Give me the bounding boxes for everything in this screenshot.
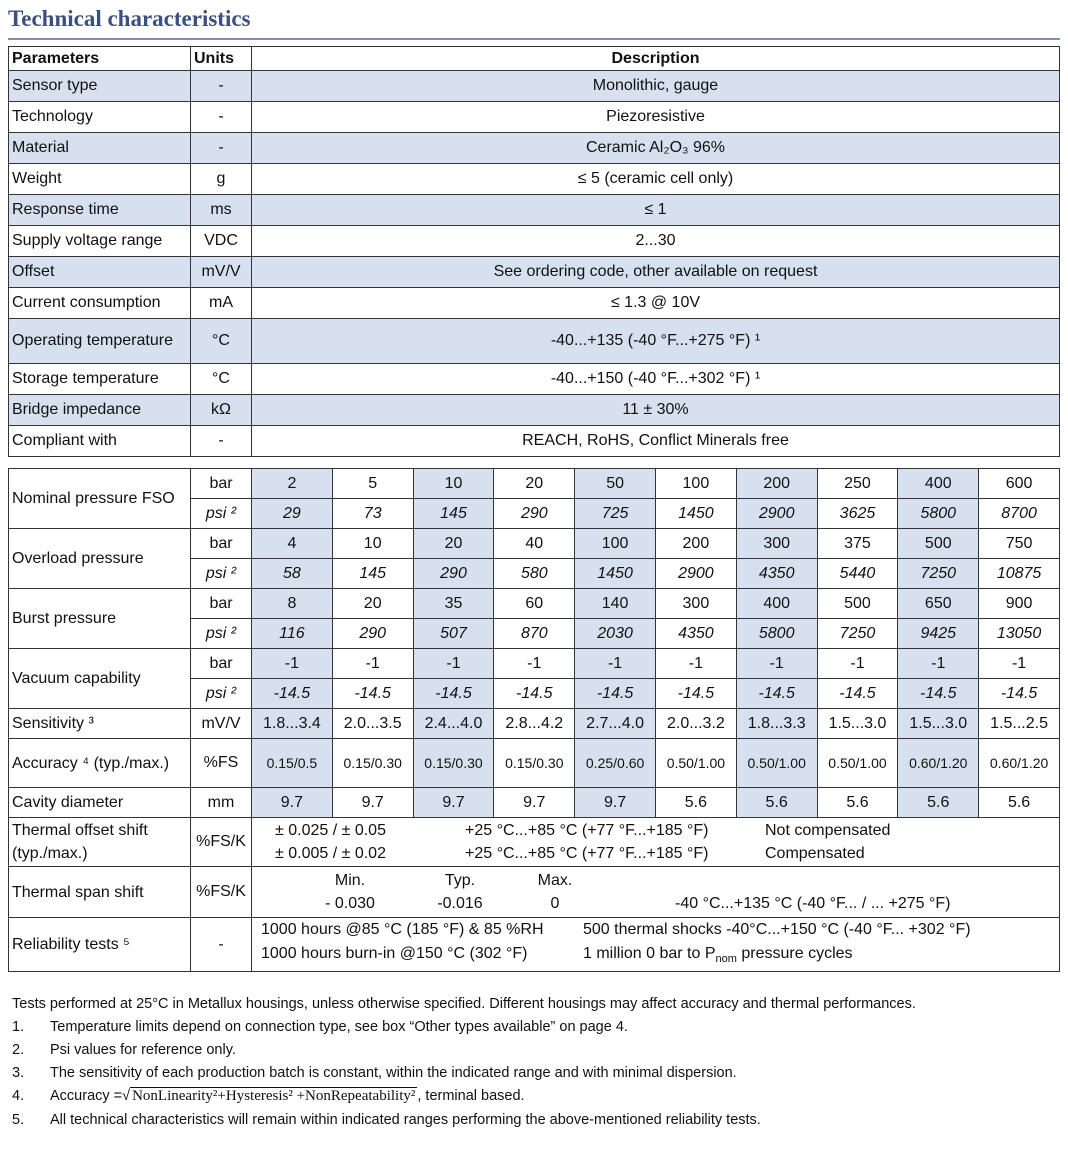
psi-value-cell: 58 — [252, 559, 333, 589]
bar-value-cell: 300 — [736, 529, 817, 559]
bar-unit-cell: bar — [191, 529, 252, 559]
header-description: Description — [252, 47, 1060, 71]
psi-value-cell: -14.5 — [575, 679, 656, 709]
bar-value-cell: 500 — [898, 529, 979, 559]
unit-cell: mV/V — [191, 257, 252, 288]
accuracy-value-cell: 0.15/0.5 — [252, 739, 333, 788]
psi-value-cell: 580 — [494, 559, 575, 589]
psi-value-cell: 7250 — [817, 619, 898, 649]
psi-value-cell: 4350 — [736, 559, 817, 589]
psi-value-cell: -14.5 — [655, 679, 736, 709]
psi-value-cell: 507 — [413, 619, 494, 649]
table-row — [9, 788, 1060, 818]
bar-value-cell: 8 — [252, 589, 333, 619]
footnotes — [12, 996, 1062, 1135]
param-cell: Sensor type — [9, 71, 191, 102]
psi-value-cell: 2900 — [736, 499, 817, 529]
reliability-label: Reliability tests ⁵ — [9, 918, 191, 972]
bar-value-cell: -1 — [252, 649, 333, 679]
reliability-test-3: 1000 hours burn-in @150 °C (302 °F) — [261, 945, 528, 962]
pressure-range-table — [8, 468, 1060, 972]
span-max-value: 0 — [550, 895, 560, 912]
span-max-label: Max. — [537, 872, 573, 889]
cavity-value-cell: 9.7 — [413, 788, 494, 818]
bar-value-cell: 10 — [332, 529, 413, 559]
bar-value-cell: -1 — [332, 649, 413, 679]
unit-cell: - — [191, 102, 252, 133]
footnote-4: 4. Accuracy =√ NonLinearity²+Hysteresis² +NonRepeatability² , terminal based. — [12, 1088, 525, 1104]
cavity-value-cell: 5.6 — [817, 788, 898, 818]
bar-value-cell: 200 — [655, 529, 736, 559]
sensitivity-value-cell: 1.5...3.0 — [817, 709, 898, 739]
accuracy-value-cell: 0.50/1.00 — [655, 739, 736, 788]
table-row — [9, 469, 1060, 499]
span-typ-label: Typ. — [444, 872, 476, 889]
psi-value-cell: 290 — [494, 499, 575, 529]
sensitivity-value-cell: 1.5...2.5 — [979, 709, 1060, 739]
cavity-value-cell: 9.7 — [575, 788, 656, 818]
bar-value-cell: -1 — [655, 649, 736, 679]
sensitivity-value-cell: 1.8...3.3 — [736, 709, 817, 739]
unit-cell: VDC — [191, 226, 252, 257]
psi-value-cell: 29 — [252, 499, 333, 529]
psi-value-cell: 2900 — [655, 559, 736, 589]
cavity-label: Cavity diameter — [9, 788, 191, 818]
footnote-3: 3. The sensitivity of each production batch is constant, within the indicated range and with minimal dispersion. — [12, 1065, 737, 1081]
table-row — [9, 529, 1060, 559]
psi-value-cell: 2030 — [575, 619, 656, 649]
psi-value-cell: -14.5 — [252, 679, 333, 709]
cavity-value-cell: 9.7 — [332, 788, 413, 818]
cavity-value-cell: 5.6 — [898, 788, 979, 818]
param-cell: Operating temperature — [9, 319, 191, 364]
description-cell: REACH, RoHS, Conflict Minerals free — [252, 426, 1060, 457]
sensitivity-value-cell: 2.7...4.0 — [575, 709, 656, 739]
unit-cell: %FS — [191, 739, 252, 788]
psi-value-cell: 10875 — [979, 559, 1060, 589]
burst-label: Burst pressure — [9, 589, 191, 649]
psi-unit-cell: psi ² — [191, 679, 252, 709]
notes-intro: Tests performed at 25°C in Metallux housings, unless otherwise specified. Different housings may affect accuracy and thermal performances. — [12, 996, 916, 1012]
description-cell: -40...+150 (-40 °F...+302 °F) ¹ — [252, 364, 1060, 395]
psi-value-cell: 3625 — [817, 499, 898, 529]
reliability-test-4: 1 million 0 bar to $P_{nom}$ pressure cycles — [583, 945, 853, 966]
psi-value-cell: -14.5 — [979, 679, 1060, 709]
unit-cell: ms — [191, 195, 252, 226]
psi-value-cell: 5800 — [898, 499, 979, 529]
psi-unit-cell: psi ² — [191, 559, 252, 589]
param-cell: Weight — [9, 164, 191, 195]
bar-value-cell: 20 — [413, 529, 494, 559]
psi-value-cell: -14.5 — [736, 679, 817, 709]
psi-value-cell: 73 — [332, 499, 413, 529]
table-row — [9, 589, 1060, 619]
table-row — [9, 818, 1060, 867]
sqrt-symbol: √ — [122, 1088, 131, 1104]
accuracy-value-cell: 0.15/0.30 — [494, 739, 575, 788]
reliability-test-1: 1000 hours @85 °C (185 °F) & 85 %RH — [261, 921, 544, 938]
cavity-value-cell: 5.6 — [979, 788, 1060, 818]
bar-value-cell: 375 — [817, 529, 898, 559]
unit-cell: mm — [191, 788, 252, 818]
cavity-value-cell: 5.6 — [736, 788, 817, 818]
psi-value-cell: 870 — [494, 619, 575, 649]
bar-value-cell: 35 — [413, 589, 494, 619]
sensitivity-value-cell: 2.0...3.5 — [332, 709, 413, 739]
psi-value-cell: -14.5 — [817, 679, 898, 709]
reliability-test-2: 500 thermal shocks -40°C...+150 °C (-40 °F... +302 °F) — [583, 921, 971, 938]
offset-range-1: +25 °C...+85 °C (+77 °F...+185 °F) — [465, 822, 709, 839]
bar-value-cell: 750 — [979, 529, 1060, 559]
bar-value-cell: 400 — [736, 589, 817, 619]
psi-value-cell: 8700 — [979, 499, 1060, 529]
table-row — [9, 71, 1060, 102]
psi-value-cell: 5440 — [817, 559, 898, 589]
param-cell: Supply voltage range — [9, 226, 191, 257]
cavity-value-cell: 9.7 — [494, 788, 575, 818]
unit-cell: %FS/K — [191, 867, 252, 918]
psi-unit-cell: psi ² — [191, 619, 252, 649]
bar-value-cell: 400 — [898, 469, 979, 499]
accuracy-value-cell: 0.15/0.30 — [413, 739, 494, 788]
bar-value-cell: 200 — [736, 469, 817, 499]
table-row — [9, 226, 1060, 257]
description-cell: ≤ 5 (ceramic cell only) — [252, 164, 1060, 195]
unit-cell: kΩ — [191, 395, 252, 426]
footnote-5: 5. All technical characteristics will remain within indicated ranges performing the above-mentioned reliability tests. — [12, 1112, 761, 1128]
description-cell: Piezoresistive — [252, 102, 1060, 133]
header-parameters: Parameters — [9, 47, 191, 71]
bar-value-cell: 50 — [575, 469, 656, 499]
description-cell: ≤ 1 — [252, 195, 1060, 226]
table-row — [9, 319, 1060, 364]
bar-value-cell: 4 — [252, 529, 333, 559]
param-cell: Material — [9, 133, 191, 164]
unit-cell: mV/V — [191, 709, 252, 739]
bar-value-cell: -1 — [979, 649, 1060, 679]
sensitivity-label: Sensitivity ³ — [9, 709, 191, 739]
param-cell: Offset — [9, 257, 191, 288]
table-row — [9, 164, 1060, 195]
accuracy-value-cell: 0.50/1.00 — [736, 739, 817, 788]
title-divider — [8, 38, 1060, 40]
psi-value-cell: 145 — [413, 499, 494, 529]
description-cell: 11 ± 30% — [252, 395, 1060, 426]
psi-value-cell: 290 — [413, 559, 494, 589]
table-row — [9, 395, 1060, 426]
bar-value-cell: 600 — [979, 469, 1060, 499]
footnote-1: 1. Temperature limits depend on connection type, see box “Other types available” on page 4. — [12, 1019, 628, 1035]
table-row — [9, 426, 1060, 457]
bar-unit-cell: bar — [191, 469, 252, 499]
offset-range-2: +25 °C...+85 °C (+77 °F...+185 °F) — [465, 845, 709, 862]
psi-value-cell: 1450 — [655, 499, 736, 529]
offset-value-2: ± 0.005 / ± 0.02 — [275, 845, 386, 862]
psi-value-cell: 5800 — [736, 619, 817, 649]
table-row — [9, 364, 1060, 395]
description-cell: See ordering code, other available on request — [252, 257, 1060, 288]
bar-value-cell: -1 — [898, 649, 979, 679]
psi-value-cell: 9425 — [898, 619, 979, 649]
unit-cell: g — [191, 164, 252, 195]
psi-value-cell: -14.5 — [332, 679, 413, 709]
bar-value-cell: 140 — [575, 589, 656, 619]
bar-value-cell: 500 — [817, 589, 898, 619]
thermal-offset-values — [252, 818, 1060, 867]
span-typ-value: -0.016 — [437, 895, 483, 912]
reliability-values — [252, 918, 1060, 972]
nominal-label: Nominal pressure FSO — [9, 469, 191, 529]
description-cell: 2...30 — [252, 226, 1060, 257]
cavity-value-cell: 5.6 — [655, 788, 736, 818]
psi-value-cell: -14.5 — [413, 679, 494, 709]
bar-value-cell: 2 — [252, 469, 333, 499]
offset-value-1: ± 0.025 / ± 0.05 — [275, 822, 386, 839]
table-row — [9, 195, 1060, 226]
bar-value-cell: 250 — [817, 469, 898, 499]
offset-note-1: Not compensated — [765, 822, 891, 839]
table-row — [9, 867, 1060, 918]
description-cell: Monolithic, gauge — [252, 71, 1060, 102]
psi-value-cell: 7250 — [898, 559, 979, 589]
bar-value-cell: 900 — [979, 589, 1060, 619]
table-row — [9, 102, 1060, 133]
psi-value-cell: 4350 — [655, 619, 736, 649]
footnote-2: 2. Psi values for reference only. — [12, 1042, 236, 1058]
bar-value-cell: 20 — [494, 469, 575, 499]
vacuum-label: Vacuum capability — [9, 649, 191, 709]
bar-value-cell: 100 — [575, 529, 656, 559]
sensitivity-value-cell: 1.5...3.0 — [898, 709, 979, 739]
sensitivity-value-cell: 1.8...3.4 — [252, 709, 333, 739]
unit-cell: - — [191, 133, 252, 164]
thermal-span-values — [252, 867, 1060, 918]
sensitivity-value-cell: 2.0...3.2 — [655, 709, 736, 739]
bar-value-cell: 100 — [655, 469, 736, 499]
table-row — [9, 133, 1060, 164]
bar-value-cell: 300 — [655, 589, 736, 619]
accuracy-value-cell: 0.25/0.60 — [575, 739, 656, 788]
description-cell: ≤ 1.3 @ 10V — [252, 288, 1060, 319]
unit-cell: mA — [191, 288, 252, 319]
psi-value-cell: 725 — [575, 499, 656, 529]
bar-value-cell: 5 — [332, 469, 413, 499]
unit-cell: °C — [191, 364, 252, 395]
span-min-label: Min. — [334, 872, 366, 889]
table-row — [9, 739, 1060, 788]
param-cell: Current consumption — [9, 288, 191, 319]
description-cell: Ceramic Al₂O₃ 96% — [252, 133, 1060, 164]
param-cell: Storage temperature — [9, 364, 191, 395]
bar-unit-cell: bar — [191, 649, 252, 679]
span-min-value: - 0.030 — [325, 895, 375, 912]
accuracy-value-cell: 0.50/1.00 — [817, 739, 898, 788]
psi-value-cell: 290 — [332, 619, 413, 649]
bar-value-cell: -1 — [413, 649, 494, 679]
bar-value-cell: 20 — [332, 589, 413, 619]
psi-value-cell: -14.5 — [494, 679, 575, 709]
psi-value-cell: 13050 — [979, 619, 1060, 649]
unit-cell: - — [191, 426, 252, 457]
span-range: -40 °C...+135 °C (-40 °F... / ... +275 °F) — [675, 895, 951, 912]
bar-value-cell: -1 — [494, 649, 575, 679]
cavity-value-cell: 9.7 — [252, 788, 333, 818]
accuracy-value-cell: 0.60/1.20 — [979, 739, 1060, 788]
bar-unit-cell: bar — [191, 589, 252, 619]
unit-cell: %FS/K — [191, 818, 252, 867]
accuracy-value-cell: 0.15/0.30 — [332, 739, 413, 788]
param-cell: Technology — [9, 102, 191, 133]
bar-value-cell: 10 — [413, 469, 494, 499]
bar-value-cell: 650 — [898, 589, 979, 619]
param-cell: Bridge impedance — [9, 395, 191, 426]
table-row — [9, 918, 1060, 972]
general-characteristics-table — [8, 46, 1060, 457]
psi-value-cell: 145 — [332, 559, 413, 589]
psi-unit-cell: psi ² — [191, 499, 252, 529]
offset-note-2: Compensated — [765, 845, 865, 862]
unit-cell: °C — [191, 319, 252, 364]
accuracy-label: Accuracy ⁴ (typ./max.) — [9, 739, 191, 788]
table-row — [9, 257, 1060, 288]
psi-value-cell: 1450 — [575, 559, 656, 589]
sensitivity-value-cell: 2.8...4.2 — [494, 709, 575, 739]
sensitivity-value-cell: 2.4...4.0 — [413, 709, 494, 739]
accuracy-formula: NonLinearity²+Hysteresis² +NonRepeatability² — [132, 1088, 416, 1104]
psi-value-cell: 116 — [252, 619, 333, 649]
table-row — [9, 288, 1060, 319]
bar-value-cell: -1 — [575, 649, 656, 679]
param-cell: Response time — [9, 195, 191, 226]
thermal-span-label: Thermal span shift — [9, 867, 191, 918]
accuracy-value-cell: 0.60/1.20 — [898, 739, 979, 788]
table-row — [9, 709, 1060, 739]
bar-value-cell: -1 — [736, 649, 817, 679]
bar-value-cell: 60 — [494, 589, 575, 619]
header-units: Units — [191, 47, 252, 71]
psi-value-cell: -14.5 — [898, 679, 979, 709]
table-row — [9, 649, 1060, 679]
unit-cell: - — [191, 918, 252, 972]
bar-value-cell: -1 — [817, 649, 898, 679]
unit-cell: - — [191, 71, 252, 102]
param-cell: Compliant with — [9, 426, 191, 457]
thermal-offset-label: Thermal offset shift (typ./max.) — [9, 818, 191, 867]
page-title: Technical characteristics — [8, 6, 251, 31]
overload-label: Overload pressure — [9, 529, 191, 589]
bar-value-cell: 40 — [494, 529, 575, 559]
description-cell: -40...+135 (-40 °F...+275 °F) ¹ — [252, 319, 1060, 364]
